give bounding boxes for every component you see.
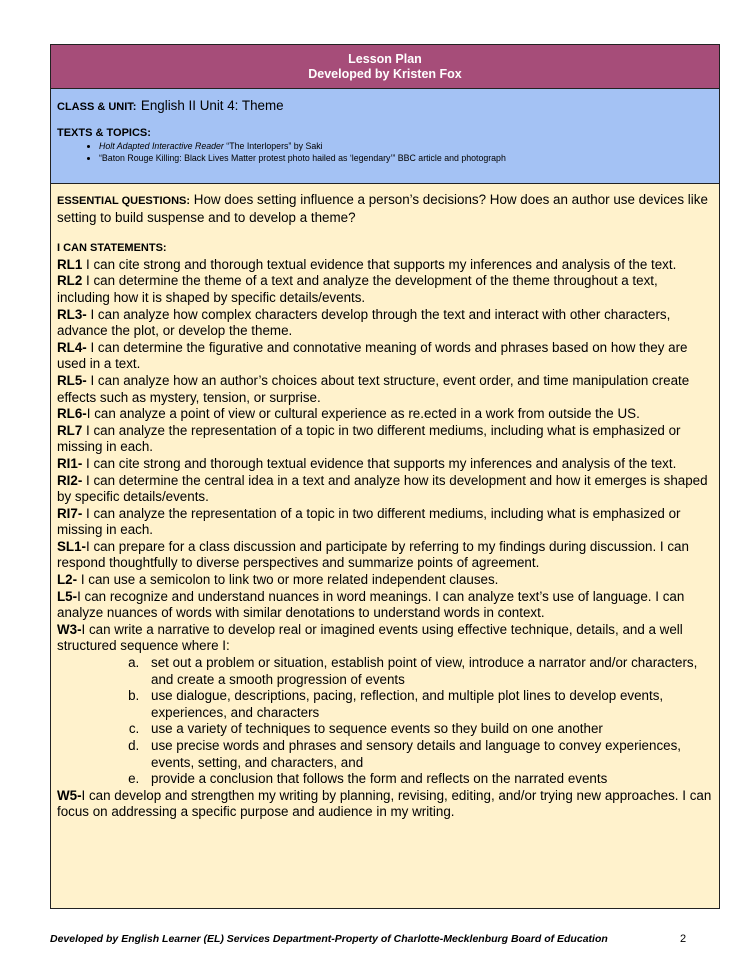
statement-code: RL6- xyxy=(57,406,87,422)
essential-questions xyxy=(57,192,713,226)
w3-item: a. set out a problem or situation, establish point of view, introduce a narrator and/or characters, and create a smooth progression of events xyxy=(143,655,713,688)
statement-code: RL1 xyxy=(57,256,83,272)
statements-list xyxy=(57,257,713,655)
statement xyxy=(57,423,713,456)
statement xyxy=(57,373,713,406)
statement-text: I can analyze the representation of a topic in two different mediums, including what is emphasized or missing in each. xyxy=(57,422,681,455)
statement xyxy=(57,622,713,655)
statement-code: SL1- xyxy=(57,538,87,554)
statement-code: RI1- xyxy=(57,455,83,471)
statement-text: I can analyze a point of view or cultural experience as re.ected in a work from outside the US. xyxy=(86,406,640,422)
statement xyxy=(57,273,713,306)
statement xyxy=(57,788,713,821)
statement-text: I can analyze the representation of a topic in two different mediums, including what is emphasized or missing in each. xyxy=(57,505,681,538)
statement-code: RL2 xyxy=(57,273,83,289)
w3-item: e. provide a conclusion that follows the form and reflects on the narrated events xyxy=(143,771,713,788)
statement-code: L2- xyxy=(57,572,78,588)
class-unit-value: English II Unit 4: Theme xyxy=(140,98,284,113)
statement xyxy=(57,307,713,340)
text-detail: “Baton Rouge Killing: Black Lives Matter protest photo hailed as ‘legendary’” BBC article and photograph xyxy=(99,152,506,163)
text-detail: “The Interlopers” by Saki xyxy=(223,141,323,151)
statement-text: I can recognize and understand nuances in word meanings. I can analyze text’s use of language. I can analyze nuances of words with similar denotations to understand words in context. xyxy=(57,588,685,621)
statement-code: RI7- xyxy=(57,505,83,521)
essential-questions-text: How does setting influence a person’s decisions? How does an author use devices like setting to build suspense and to develop a theme? xyxy=(57,192,708,225)
statement-text: I can analyze how complex characters develop through the text and interact with other characters, advance the plot, or develop the theme. xyxy=(57,306,671,339)
statement-text: I can determine the theme of a text and analyze the development of the theme throughout a text, including how it is shaped by specific details/events. xyxy=(57,273,658,305)
w3-item: d. use precise words and phrases and sensory details and language to convey experiences, events, setting, and characters, and xyxy=(143,738,713,771)
lesson-plan-header xyxy=(51,45,719,89)
statement-text: I can prepare for a class discussion and participate by referring to my findings during discussion. I can respond thoughtfully to diverse perspectives and summarize points of agreement. xyxy=(57,538,689,571)
statement-code: W5- xyxy=(57,787,82,803)
statement xyxy=(57,340,713,373)
statement-text: I can analyze how an author’s choices about text structure, event order, and time manipulation create effects such as mystery, tension, or surprise. xyxy=(57,372,690,405)
w3-item: c. use a variety of techniques to sequence events so they build on one another xyxy=(143,721,713,738)
header-subtitle: Developed by Kristen Fox xyxy=(308,67,462,81)
text-item xyxy=(99,141,713,153)
statement xyxy=(57,539,713,572)
class-unit-section xyxy=(51,89,719,184)
statement-text: I can develop and strengthen my writing by planning, revising, editing, and/or trying new approaches. I can focus on addressing a specific purpose and audience in my writing. xyxy=(57,787,712,820)
page-number: 2 xyxy=(680,933,687,945)
text-item xyxy=(99,153,713,165)
statement-text: I can determine the figurative and connotative meaning of words and phrases based on how they are used in a text. xyxy=(57,339,688,372)
statement-text: I can write a narrative to develop real or imagined events using effective technique, details, and a well structured sequence where I: xyxy=(57,621,683,654)
statement-code: RL4- xyxy=(57,339,87,355)
statement xyxy=(57,473,713,506)
statement xyxy=(57,406,713,423)
footer-text: Developed by English Learner (EL) Services Department-Property of Charlotte-Mecklenburg Board of Education xyxy=(50,933,608,945)
statement-code: RL5- xyxy=(57,372,87,388)
statement-code: W3- xyxy=(57,621,82,637)
statement-text: I can cite strong and thorough textual evidence that supports my inferences and analysis of the text. xyxy=(82,455,677,471)
w3-sublist xyxy=(57,655,713,788)
lesson-plan-table xyxy=(50,44,720,909)
statement-text: I can determine the central idea in a text and analyze how its development and how it emerges is shaped by specific details/events. xyxy=(57,472,708,505)
statement-code: RL7 xyxy=(57,422,83,438)
i-can-label: I CAN STATEMENTS: xyxy=(57,242,167,255)
essential-questions-label: ESSENTIAL QUESTIONS: xyxy=(57,195,191,207)
statement xyxy=(57,456,713,473)
statement-text: I can use a semicolon to link two or more related independent clauses. xyxy=(77,572,499,588)
w3-item: b. use dialogue, descriptions, pacing, reflection, and multiple plot lines to develop events, experiences, and characters xyxy=(143,688,713,721)
statement xyxy=(57,506,713,539)
statement-code: L5- xyxy=(57,588,78,604)
statement-code: RI2- xyxy=(57,472,83,488)
statement-text: I can cite strong and thorough textual evidence that supports my inferences and analysis of the text. xyxy=(82,256,677,272)
statement-code: RL3- xyxy=(57,306,87,322)
class-unit-label: CLASS & UNIT: xyxy=(57,101,137,113)
statement xyxy=(57,572,713,589)
statements-section xyxy=(51,184,719,908)
statement xyxy=(57,257,713,274)
text-title: Holt Adapted Interactive Reader xyxy=(99,141,224,151)
texts-topics-label: TEXTS & TOPICS: xyxy=(57,127,151,139)
header-title: Lesson Plan xyxy=(348,52,422,66)
texts-list xyxy=(57,141,713,164)
statement xyxy=(57,589,713,622)
